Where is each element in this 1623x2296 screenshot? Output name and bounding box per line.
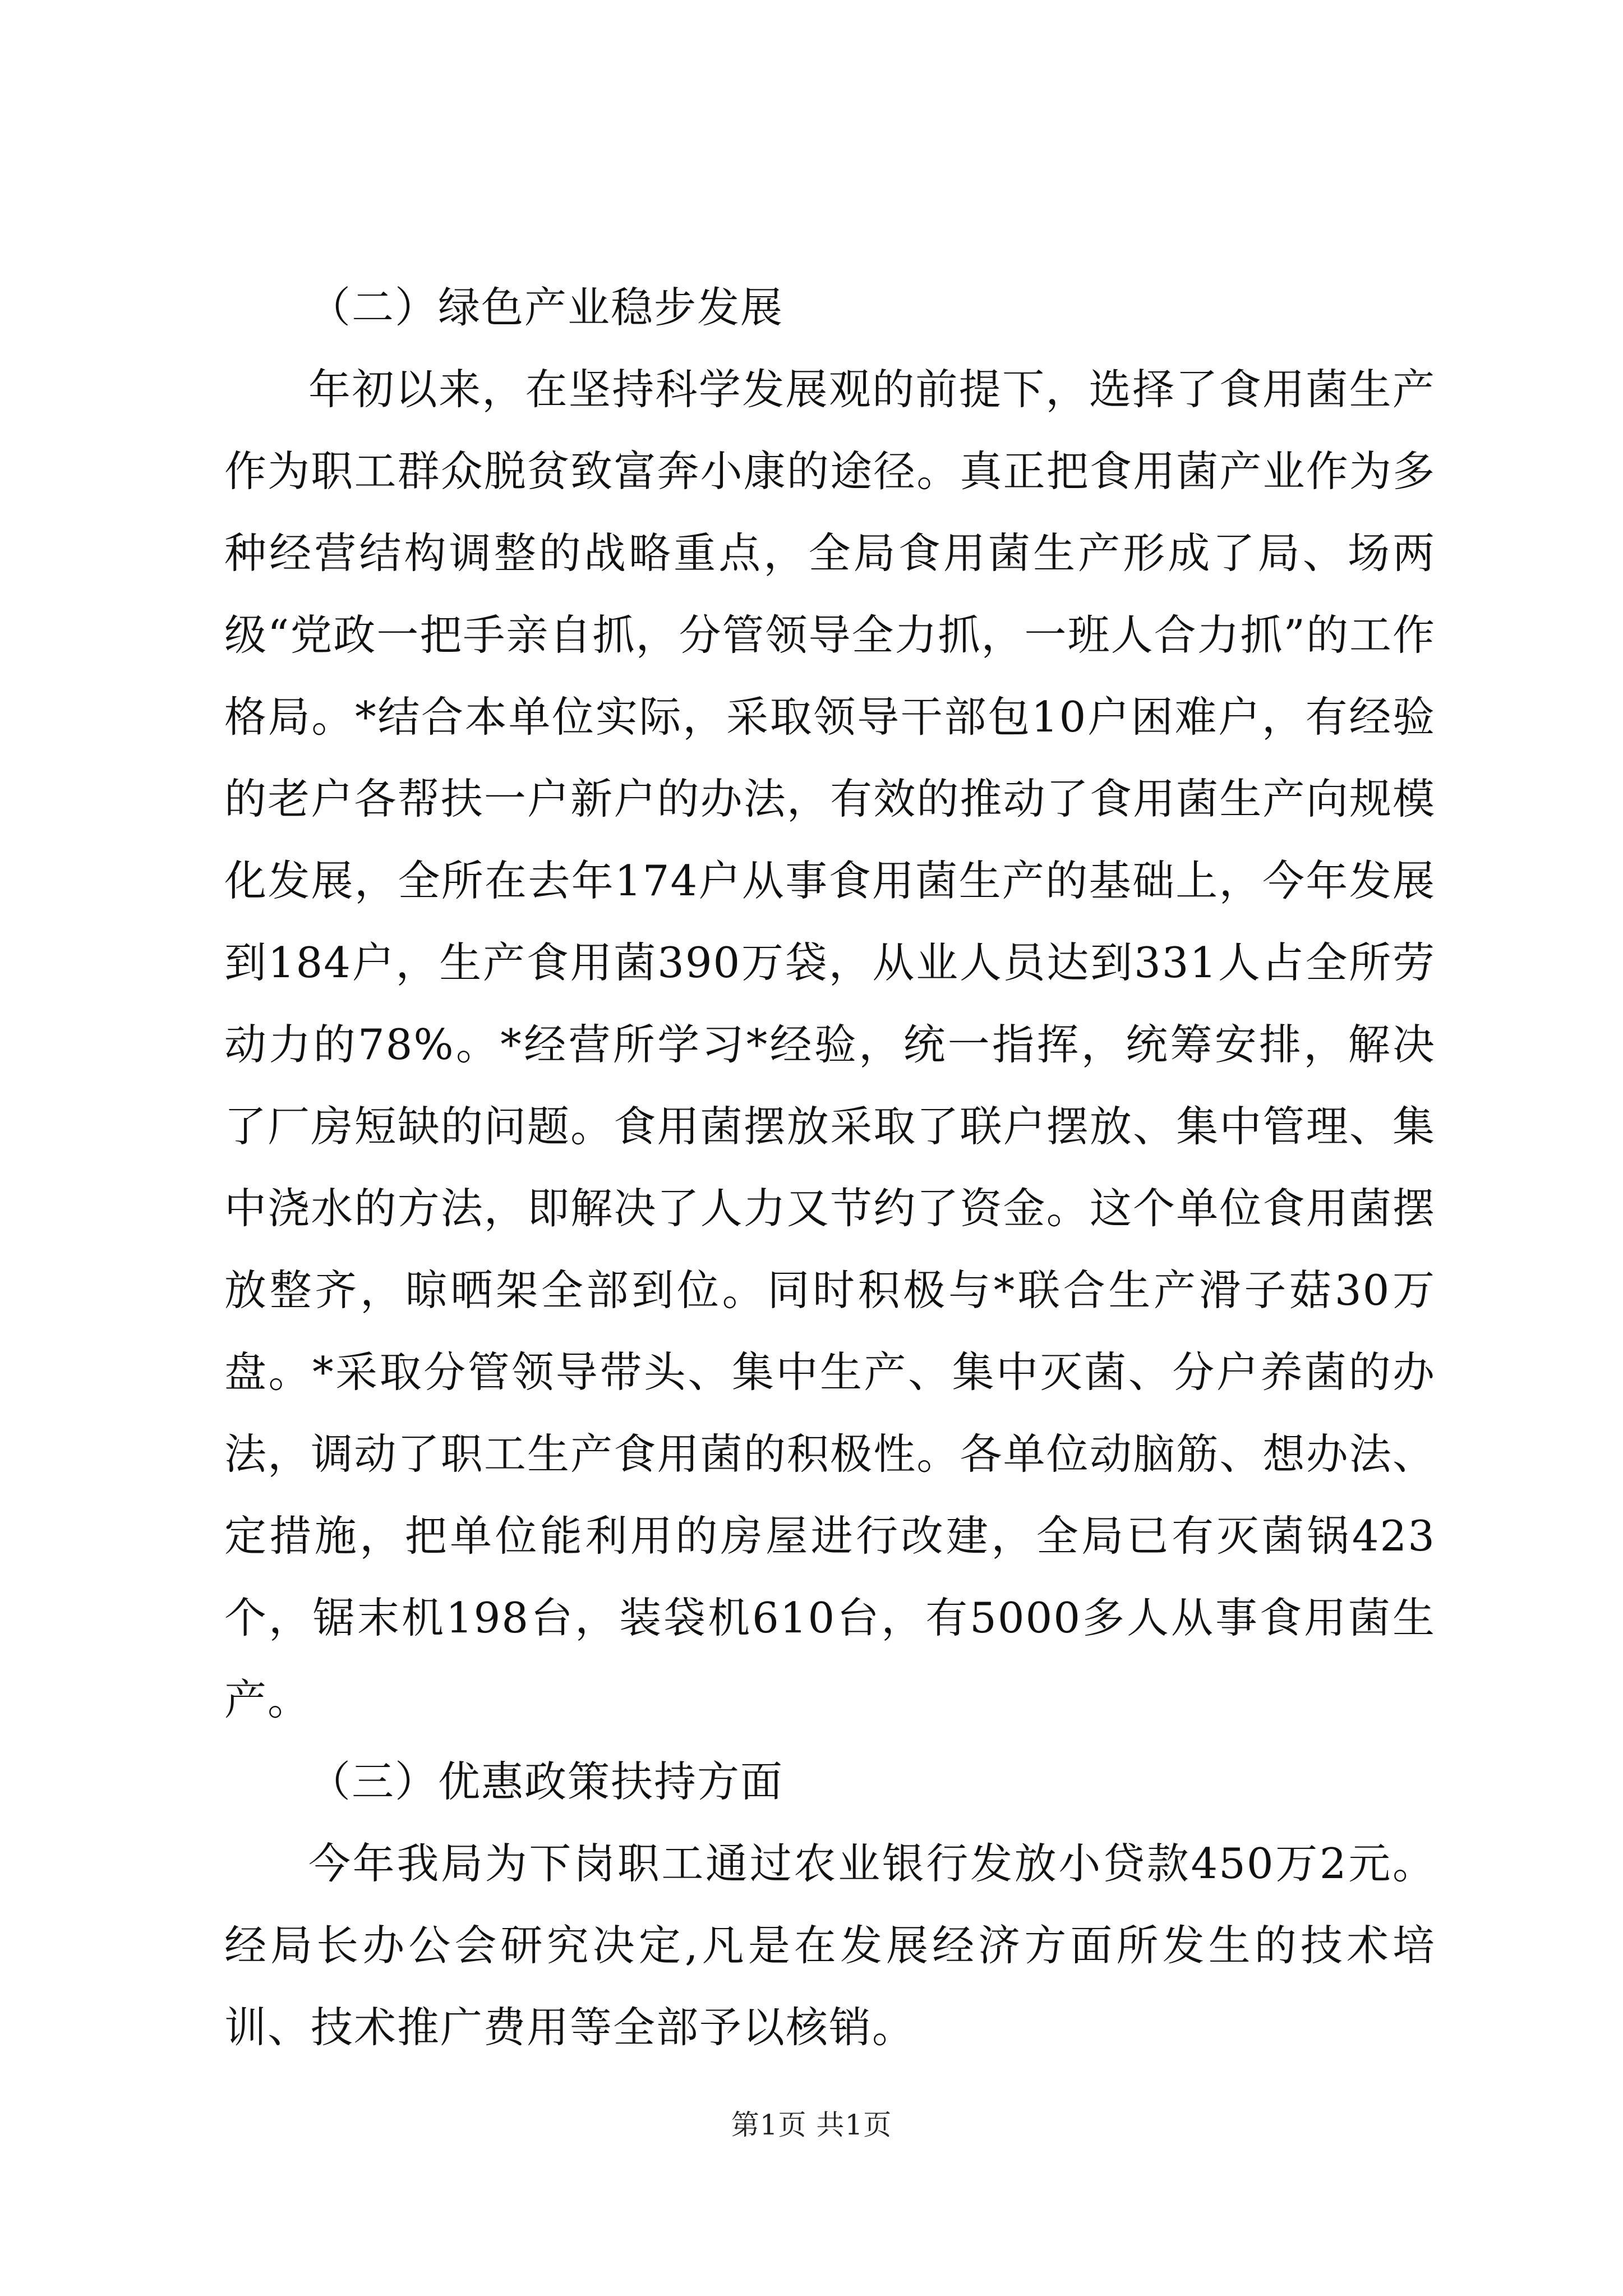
document-body <box>224 266 1436 2068</box>
paragraph-preferential-policy: 今年我局为下岗职工通过农业银行发放小贷款450万2元。经局长办公会研究决定,凡是在发展经济方面所发生的技术培训、技术推广费用等全部予以核销。 <box>224 1839 1436 2052</box>
paragraph-green-industry: 年初以来，在坚持科学发展观的前提下，选择了食用菌生产作为职工群众脱贫致富奔小康的途径。真正把食用菌产业作为多种经营结构调整的战略重点，全局食用菌生产形成了局、场两级“党政一把手亲自抓，分管领导全力抓，一班人合力抓”的工作格局。*结合本单位实际，采取领导干部包10户困难户，有经验的老户各帮扶一户新户的办法，有效的推动了食用菌生产向规模化发展，全所在去年174户从事食用菌生产的基础上，今年发展到184户，生产食用菌390万袋，从业人员达到331人占全所劳动力的78%。*经营所学习*经验，统一指挥，统筹安排，解决了厂房短缺的问题。食用菌摆放采取了联户摆放、集中管理、集中浇水的方法，即解决了人力又节约了资金。这个单位食用菌摆放整齐，晾晒架全部到位。同时积极与*联合生产滑子菇30万盘。*采取分管领导带头、集中生产、集中灭菌、分户养菌的办法，调动了职工生产食用菌的积极性。各单位动脑筋、想办法、定措施，把单位能利用的房屋进行改建，全局已有灭菌锅423个，锯末机198台，装袋机610台，有5000多人从事食用菌生产。 <box>224 365 1436 1724</box>
page-footer: 第1页 共1页 <box>731 2109 892 2141</box>
section-heading-preferential-policy: （三）优惠政策扶持方面 <box>308 1757 784 1806</box>
section-heading-green-industry: （二）绿色产业稳步发展 <box>308 283 784 332</box>
